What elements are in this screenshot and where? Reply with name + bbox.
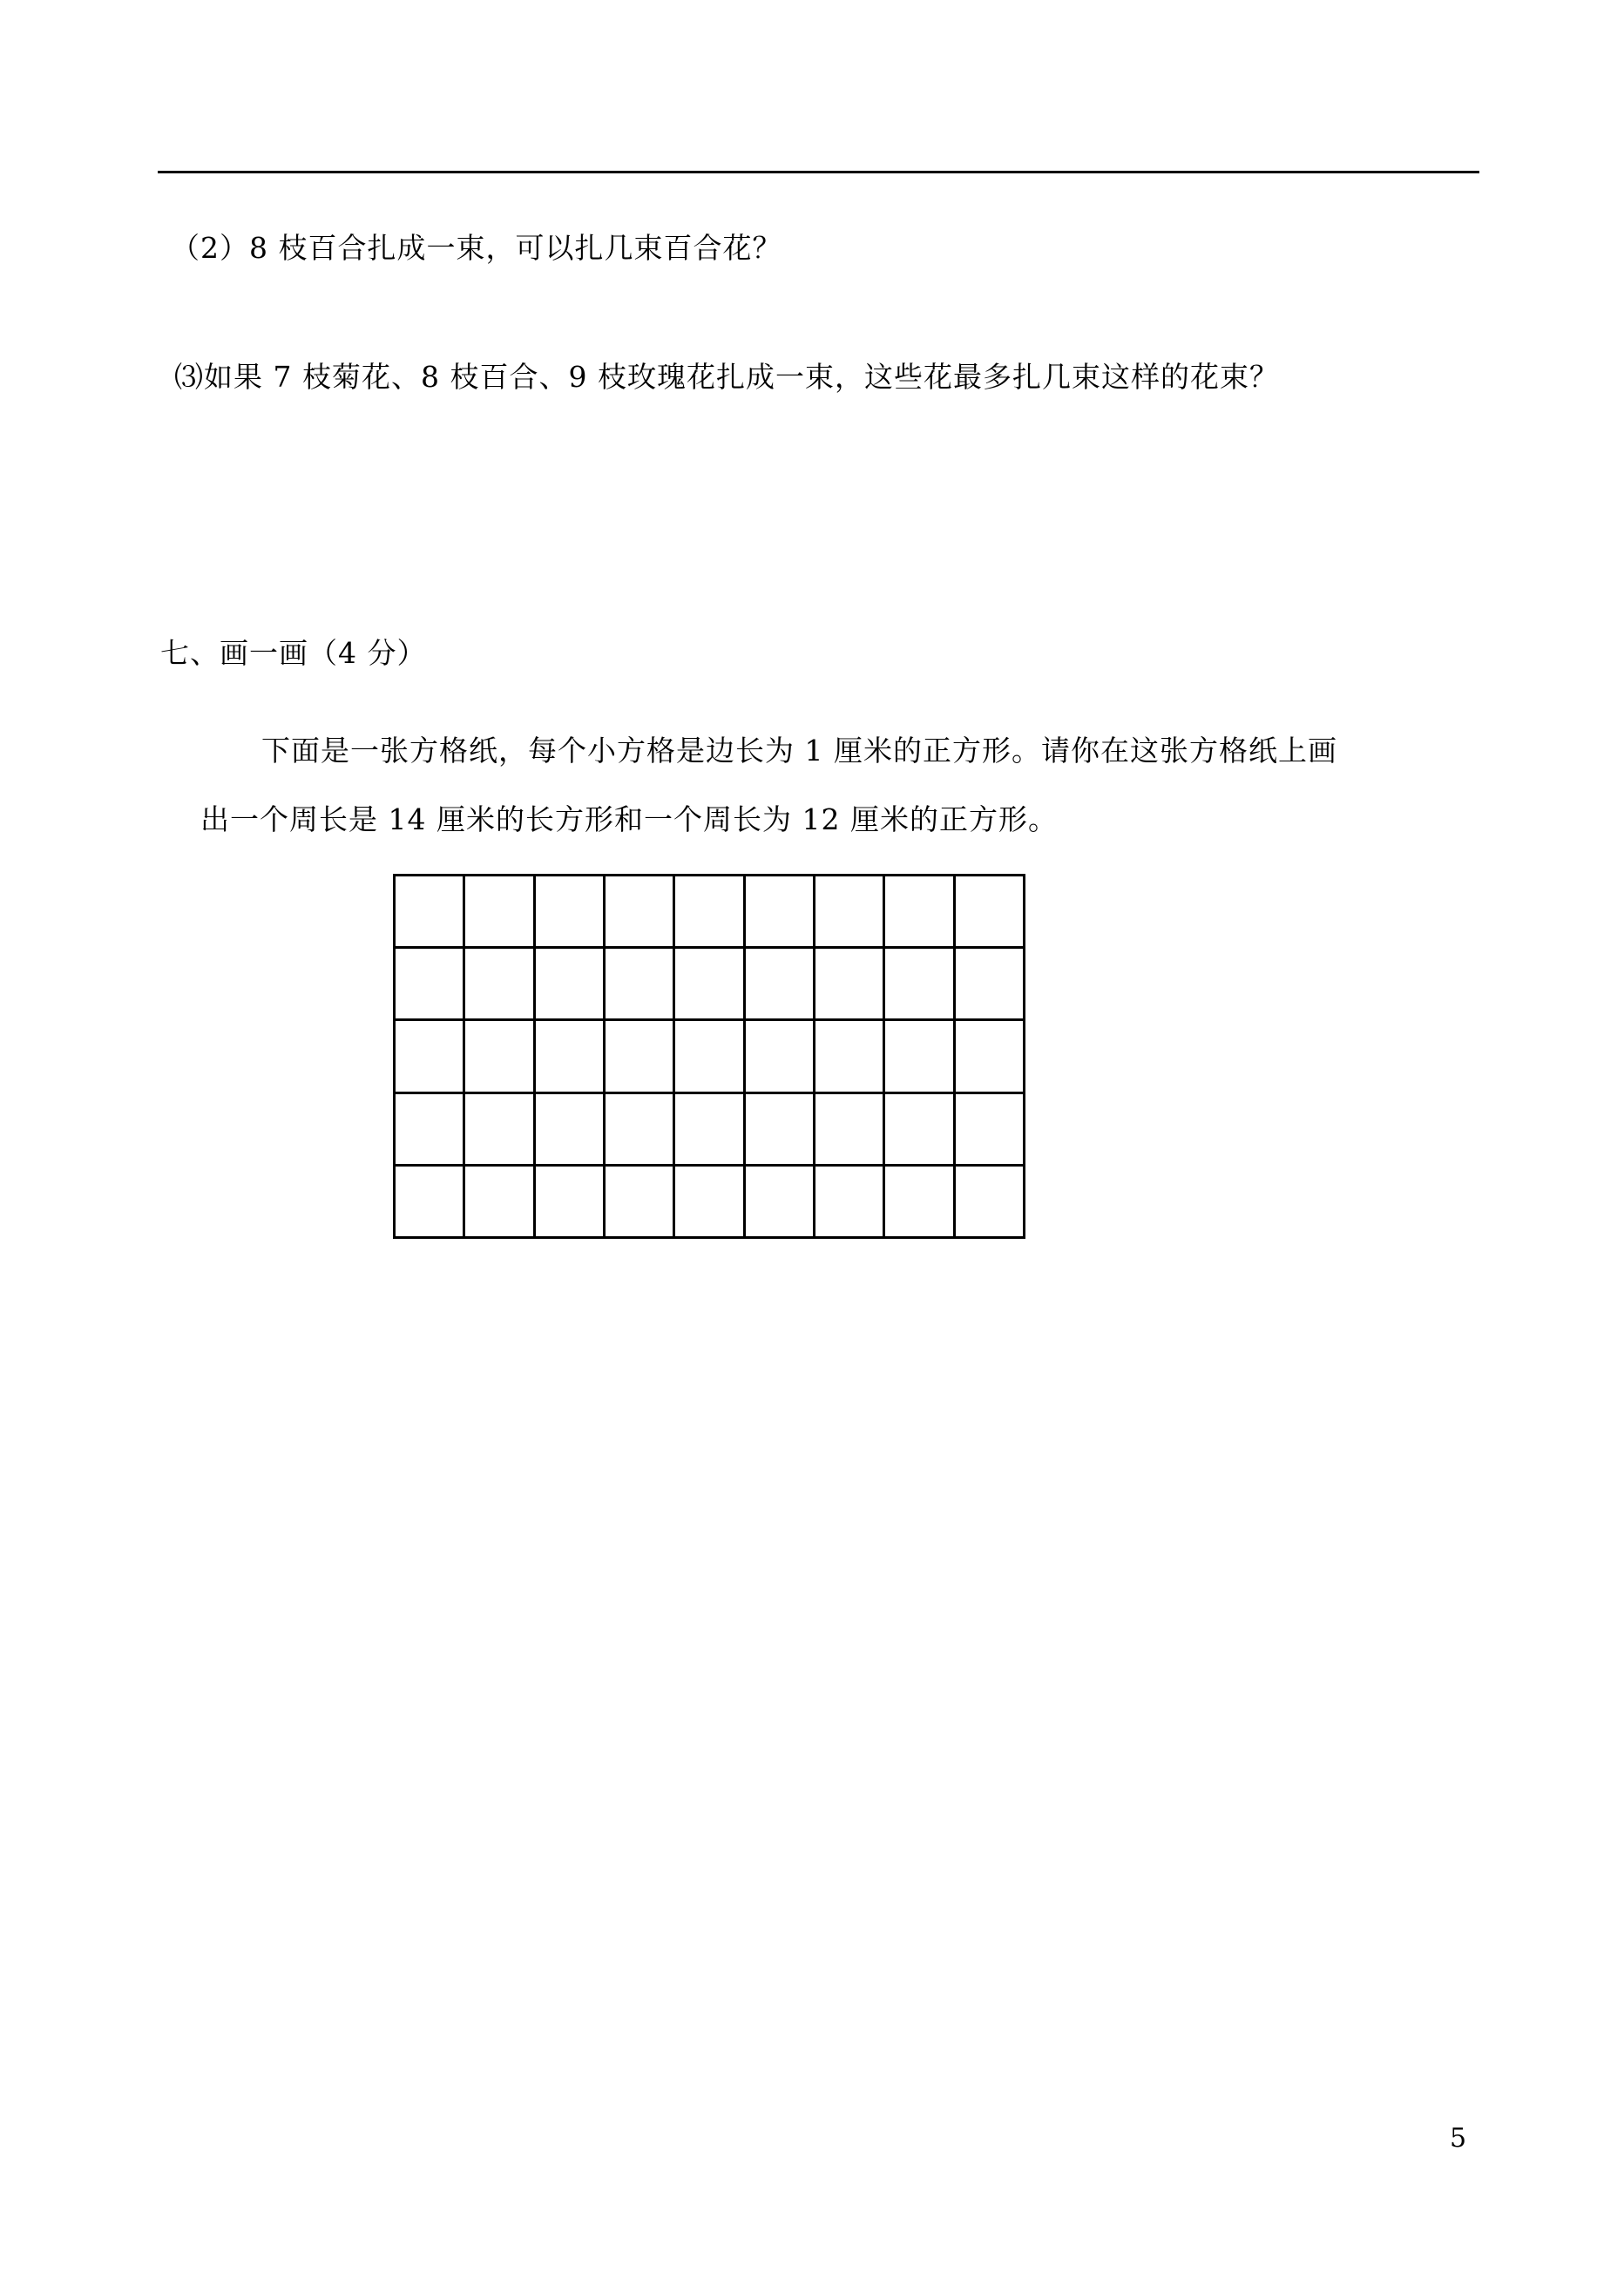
section-7-instructions-line-1: 下面是一张方格纸，每个小方格是边长为 1 厘米的正方形。请你在这张方格纸上画 <box>261 734 1337 768</box>
grid-cell[interactable] <box>396 1167 465 1239</box>
grid-cell[interactable] <box>956 949 1025 1021</box>
grid-cell[interactable] <box>536 1021 606 1093</box>
grid-cell[interactable] <box>885 1021 955 1093</box>
grid-cell[interactable] <box>536 949 606 1021</box>
grid-cell[interactable] <box>885 1167 955 1239</box>
page-number: 5 <box>1450 2123 1467 2154</box>
square-grid-paper[interactable] <box>393 874 1025 1239</box>
grid-cell[interactable] <box>536 876 606 949</box>
grid-cell[interactable] <box>815 1167 885 1239</box>
grid-cell[interactable] <box>675 949 745 1021</box>
grid-cell[interactable] <box>746 949 815 1021</box>
grid-cell[interactable] <box>956 876 1025 949</box>
grid-cell[interactable] <box>675 1167 745 1239</box>
grid-cell[interactable] <box>815 876 885 949</box>
question-2: （2）8 枝百合扎成一束，可以扎几束百合花？ <box>171 231 782 265</box>
section-7-title: 七、画一画（4 分） <box>160 636 427 670</box>
header-rule <box>158 171 1479 173</box>
grid-cell[interactable] <box>815 1021 885 1093</box>
grid-cell[interactable] <box>885 1094 955 1167</box>
grid-cell[interactable] <box>465 1094 535 1167</box>
grid-cell[interactable] <box>746 1021 815 1093</box>
grid-cell[interactable] <box>885 876 955 949</box>
grid-cell[interactable] <box>675 876 745 949</box>
grid-cell[interactable] <box>465 876 535 949</box>
grid-cell[interactable] <box>885 949 955 1021</box>
grid-cell[interactable] <box>465 949 535 1021</box>
grid-cell[interactable] <box>396 1094 465 1167</box>
grid-cell[interactable] <box>396 949 465 1021</box>
grid-cell[interactable] <box>746 1094 815 1167</box>
grid-cell[interactable] <box>956 1094 1025 1167</box>
grid-cell[interactable] <box>606 949 675 1021</box>
grid-cell[interactable] <box>746 1167 815 1239</box>
grid-cell[interactable] <box>465 1167 535 1239</box>
grid-cell[interactable] <box>396 1021 465 1093</box>
grid-cell[interactable] <box>815 949 885 1021</box>
grid-cell[interactable] <box>465 1021 535 1093</box>
grid-cell[interactable] <box>606 1021 675 1093</box>
grid-cell[interactable] <box>956 1021 1025 1093</box>
section-7-instructions-line-2: 出一个周长是 14 厘米的长方形和一个周长为 12 厘米的正方形。 <box>200 802 1058 836</box>
grid-cell[interactable] <box>606 1167 675 1239</box>
grid-cell[interactable] <box>606 876 675 949</box>
grid-cell[interactable] <box>606 1094 675 1167</box>
grid-cell[interactable] <box>536 1094 606 1167</box>
grid-cell[interactable] <box>956 1167 1025 1239</box>
grid-cell[interactable] <box>746 876 815 949</box>
grid-cell[interactable] <box>815 1094 885 1167</box>
grid-cell[interactable] <box>675 1094 745 1167</box>
grid-cell[interactable] <box>396 876 465 949</box>
grid-cell[interactable] <box>536 1167 606 1239</box>
question-3: ⑶如果 7 枝菊花、8 枝百合、9 枝玫瑰花扎成一束，这些花最多扎几束这样的花束？ <box>174 360 1279 394</box>
grid-cell[interactable] <box>675 1021 745 1093</box>
